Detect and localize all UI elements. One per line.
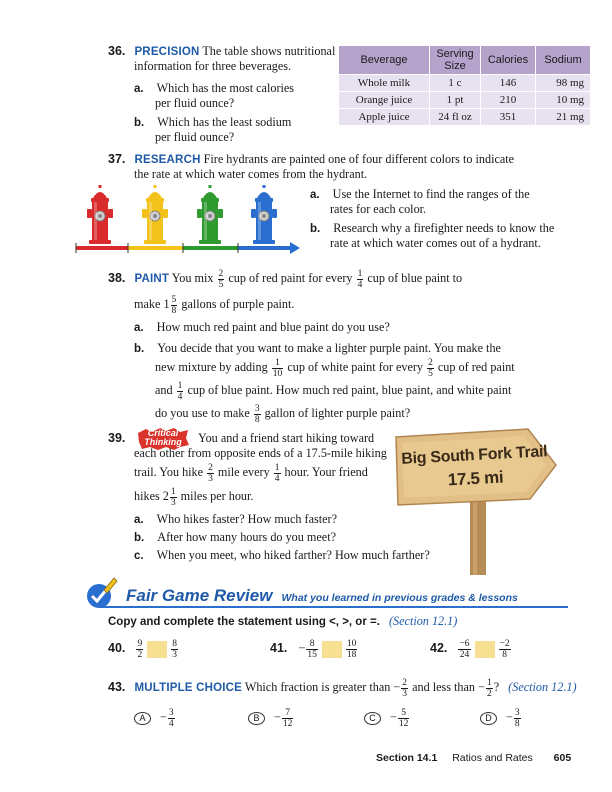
red-range-bar xyxy=(76,246,128,250)
q36b-line1: b. Which has the least sodium xyxy=(134,115,292,129)
page-number: 605 xyxy=(553,752,572,764)
answer-box xyxy=(475,641,495,658)
q36-keyword: PRECISION xyxy=(134,46,200,58)
red-hydrant-icon xyxy=(87,185,113,244)
fair-game-header: Fair Game Review What you learned in previous grades & lessons xyxy=(126,586,518,605)
footer-title: Ratios and Rates xyxy=(452,752,533,764)
table-row: Orange juice 1 pt 210 10 mg xyxy=(339,92,591,109)
fraction: $\frac{2}{5}$ xyxy=(218,268,224,290)
problem-41: 41. − $\frac{8}{15}$ $\frac{10}{18}$ xyxy=(270,638,357,660)
fraction: $\frac{2}{5}$ xyxy=(428,357,433,379)
table-row: Whole milk 1 c 146 98 mg xyxy=(339,75,591,92)
q39-line4: hikes 2 $\frac{1}{3}$ miles per hour. xyxy=(134,486,254,508)
q39-text2: each other from opposite ends of a 17.5-mile hiking xyxy=(134,446,387,460)
choice-a-bubble[interactable]: A xyxy=(134,712,151,725)
green-range-bar xyxy=(183,246,238,250)
arrow-right-icon xyxy=(290,242,300,254)
yellow-hydrant-icon xyxy=(142,185,168,244)
fraction: $\frac{1}{4}$ xyxy=(177,380,183,402)
q36-line2: information for three beverages. xyxy=(134,59,292,73)
choice-d-bubble[interactable]: D xyxy=(480,712,497,725)
fraction: $\frac{2}{3}$ xyxy=(402,677,408,699)
page-footer xyxy=(376,752,571,764)
choice-d[interactable]: D − $\frac{3}{8}$ xyxy=(480,704,522,730)
q39-text1: You and a friend start hiking toward xyxy=(198,431,375,445)
q39b: b. After how many hours do you meet? xyxy=(134,530,336,544)
footer-section: Section 14.1 xyxy=(376,752,438,764)
choice-c[interactable]: C − $\frac{5}{12}$ xyxy=(364,704,410,730)
fraction: $\frac{1}{2}$ xyxy=(486,677,492,699)
table-header: Serving Size xyxy=(430,46,481,75)
q37b-line1: b. Research why a firefighter needs to know the xyxy=(310,221,555,235)
q37-line2: the rate at which water comes from the hydrant. xyxy=(134,167,368,181)
q37a-line1: a. Use the Internet to find the ranges of the xyxy=(310,187,530,201)
q38b-line4: do you use to make $\frac{3}{8}$ gallon of lighter purple paint? xyxy=(155,403,411,425)
q39c: c. When you meet, who hiked farther? How much farther? xyxy=(134,548,430,562)
beverage-table xyxy=(338,45,591,126)
blue-range-bar xyxy=(238,246,290,250)
q38b-line1: b. You decide that you want to make a lighter purple paint. You make the xyxy=(134,341,501,355)
fraction: $\frac{1}{10}$ xyxy=(272,357,283,379)
choice-b-bubble[interactable]: B xyxy=(248,712,265,725)
problem-40: 40. $\frac{9}{2}$ $\frac{8}{3}$ xyxy=(108,638,177,660)
fraction: $\frac{7}{12}$ xyxy=(282,707,293,729)
fraction: $\frac{1}{3}$ xyxy=(170,486,176,508)
fraction: $\frac{2}{3}$ xyxy=(208,462,213,484)
fraction: $\frac{1}{4}$ xyxy=(357,268,363,290)
pencil-checkmark-icon xyxy=(84,576,118,610)
fraction: $\frac{5}{12}$ xyxy=(398,707,409,729)
critical-thinking-badge: Critical Thinking xyxy=(136,427,190,451)
q36a-line1: a. Which has the most calories xyxy=(134,81,295,95)
fraction: $\frac{1}{4}$ xyxy=(274,462,280,484)
fraction: $\frac{8}{3}$ xyxy=(172,638,177,660)
yellow-range-bar xyxy=(128,246,183,250)
fraction: $\frac{3}{8}$ xyxy=(254,403,260,425)
q39a: a. Who hikes faster? How much faster? xyxy=(134,512,338,526)
choice-a[interactable]: A − $\frac{3}{4}$ xyxy=(134,704,176,730)
q36-line1: 36. PRECISION The table shows nutritional xyxy=(108,44,336,58)
table-row: Apple juice 24 fl oz 351 21 mg xyxy=(339,109,591,126)
choice-b[interactable]: B − $\frac{7}{12}$ xyxy=(248,704,294,730)
problem-42: 42. $\frac{-6}{24}$ $\frac{-2}{8}$ xyxy=(430,638,510,660)
fraction: $\frac{-6}{24}$ xyxy=(459,638,470,660)
fraction: $\frac{8}{15}$ xyxy=(307,638,317,660)
q36-number: 36. xyxy=(108,44,126,58)
q39-line1: 39. xyxy=(108,431,126,445)
blue-hydrant-icon xyxy=(251,185,277,244)
green-hydrant-icon xyxy=(197,185,223,244)
q38b-line3: and $\frac{1}{4}$ cup of blue paint. How much red paint, blue paint, and white paint xyxy=(155,380,512,402)
section-divider xyxy=(100,606,568,608)
choice-c-bubble[interactable]: C xyxy=(364,712,381,725)
q38-line1: 38. PAINT You mix $\frac{2}{5}$ cup of red paint for every $\frac{1}{4}$ cup of blue paint to xyxy=(108,268,463,290)
fair-game-instructions: Copy and complete the statement using <, >, or =. (Section 12.1) xyxy=(108,614,458,628)
trail-sign-text: Big South Fork Trail 17.5 mi xyxy=(400,443,548,490)
fire-hydrants-illustration xyxy=(72,178,302,258)
fraction: $\frac{9}{2}$ xyxy=(137,638,143,660)
fraction: $\frac{-2}{8}$ xyxy=(499,638,510,660)
q39-line3: trail. You hike $\frac{2}{3}$ mile every $\frac{1}{4}$ hour. Your friend xyxy=(134,462,368,484)
q37-line1: 37. RESEARCH Fire hydrants are painted one of four different colors to indicate xyxy=(108,152,515,166)
table-header: Sodium xyxy=(536,46,591,75)
q36b-line2: per fluid ounce? xyxy=(155,130,235,144)
fraction: $\frac{3}{8}$ xyxy=(514,707,520,729)
fraction: $\frac{5}{8}$ xyxy=(171,294,177,316)
fraction: $\frac{10}{18}$ xyxy=(346,638,357,660)
table-header: Beverage xyxy=(339,46,430,75)
answer-box xyxy=(322,641,342,658)
q38b-line2: new mixture by adding $\frac{1}{10}$ cup of white paint for every $\frac{2}{5}$ cup of red paint xyxy=(155,357,515,379)
table-header: Calories xyxy=(481,46,536,75)
problem-43: 43. MULTIPLE CHOICE Which fraction is greater than − $\frac{2}{3}$ and less than − $\frac{1}{2}$ ? (Section 12.1) xyxy=(108,677,577,699)
q38a: a. How much red paint and blue paint do you use? xyxy=(134,320,390,334)
q36a-line2: per fluid ounce? xyxy=(155,96,235,110)
answer-box xyxy=(147,641,167,658)
fraction: $\frac{3}{4}$ xyxy=(168,707,174,729)
q38-line2: make 1 $\frac{5}{8}$ gallons of purple paint. xyxy=(134,294,295,316)
